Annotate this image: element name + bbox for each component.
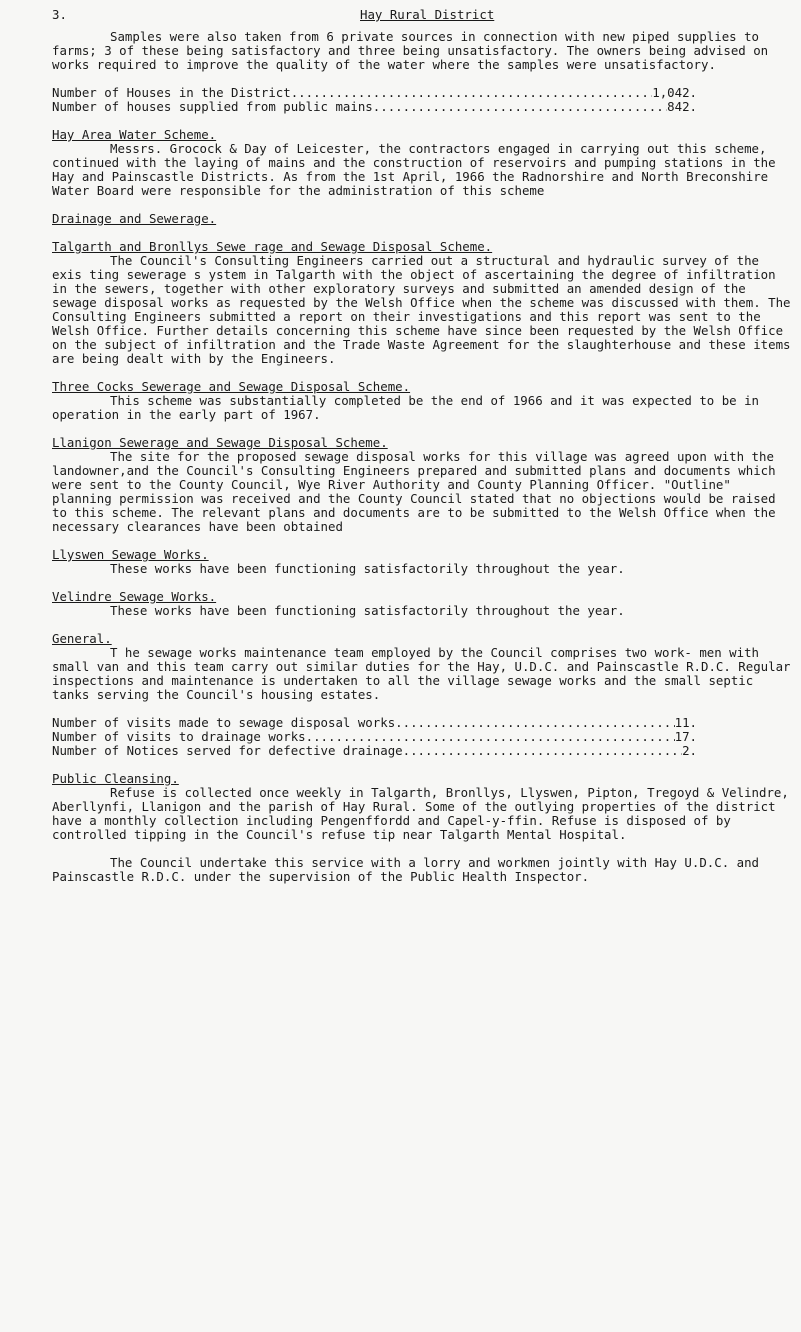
section-body-2: The Council undertake this service with a lorry and workmen jointly with Hay U.D.C. and Painscastle R.D.C. under the supervision of the Public Health Inspector. [52,855,760,884]
stat-value: 2. [682,743,697,758]
section-general [52,632,792,702]
dot-leader [395,716,674,730]
section-body: These works have been functioning satisfactorily throughout the year. [110,561,625,576]
section-heading: Velindre Sewage Works. [52,589,217,604]
section-hay-area [52,128,792,198]
section-llyswen [52,548,792,576]
stat-label: Number of visits to drainage works [52,729,306,744]
section-body: Refuse is collected once weekly in Talgarth, Bronllys, Llyswen, Pipton, Tregoyd & Velindre, Aberllynfi, Llanigon and the parish of Hay Rural. Some of the outlying properties of the district have a monthly collection including Pengenffordd and Capel-y-ffin. Refuse is disposed of by controlled tipping in the Council's refuse tip near Talgarth Mental Hospital. [52,785,789,842]
stat-value: 842. [667,99,697,114]
visit-stats [52,716,697,758]
dot-leader [291,86,653,100]
dot-leader [306,730,675,744]
drainage-heading: Drainage and Sewerage. [52,211,217,226]
stat-line [52,716,697,730]
stat-value: 1,042. [652,85,697,100]
stat-label: Number of houses supplied from public mains [52,99,373,114]
intro-paragraph: Samples were also taken from 6 private sources in connection with new piped supplies to farms; 3 of these being satisfactory and three being unsatisfactory. The owners being advised on works required to improve the quality of the water where the samples were unsatisfactory. [52,29,769,72]
dot-leader [373,100,667,114]
section-heading: Public Cleansing. [52,771,179,786]
stat-line [52,86,697,100]
stat-label: Number of Houses in the District [52,85,291,100]
stat-value: 17. [674,729,697,744]
page-title: Hay Rural District [360,7,495,22]
section-body: Messrs. Grocock & Day of Leicester, the contractors engaged in carrying out this scheme, continued with the laying of mains and the construction of reservoirs and pumping stations in the Hay and Painscastle Districts. As from the 1st April, 1966 the Radnorshire and North Breconshire Water Board were responsible for the administration of this scheme [52,141,776,198]
dot-leader [403,744,682,758]
section-heading: Llyswen Sewage Works. [52,547,209,562]
section-body: The Council's Consulting Engineers carried out a structural and hydraulic survey of the exis ting sewerage s ystem in Talgarth with the object of ascertaining the degree of infiltration in the sewers, together with other exploratory surveys and submitted an amended design of the sewage disposal works as requested by the Welsh Office when the scheme was discussed with them. The Consulting Engineers submitted a report on their investigations and this report was sent to the Welsh Office. Further details concerning this scheme have since been requested by the Welsh Office on the subject of infiltration and the Trade Waste Agreement for the slaughterhouse and these items are being dealt with by the Engineers. [52,253,791,366]
section-body: These works have been functioning satisfactorily throughout the year. [110,603,625,618]
section-body: The site for the proposed sewage disposal works for this village was agreed upon with the landowner,and the Council's Consulting Engineers prepared and submitted plans and documents which were sent to the County Council, Wye River Authority and County Planning Officer. "Outline" planning permission was received and the County Council stated that no objections would be raised to this scheme. The relevant plans and documents are to be submitted to the Welsh Office when the necessary clearances have been obtained [52,449,776,534]
stat-label: Number of Notices served for defective drainage [52,743,403,758]
stat-line [52,100,697,114]
housing-stats [52,86,697,114]
page-number: 3. [52,7,67,22]
section-talgarth [52,240,792,366]
stat-line [52,744,697,758]
section-public-cleansing [52,772,792,884]
section-heading: General. [52,631,112,646]
section-velindre [52,590,792,618]
section-heading: Talgarth and Bronllys Sewe rage and Sewage Disposal Scheme. [52,239,493,254]
stat-line [52,730,697,744]
section-heading: Llanigon Sewerage and Sewage Disposal Scheme. [52,435,388,450]
page-header [52,8,792,30]
section-three-cocks [52,380,792,422]
stat-label: Number of visits made to sewage disposal works [52,715,396,730]
document-page [52,8,792,884]
section-heading: Three Cocks Sewerage and Sewage Disposal Scheme. [52,379,411,394]
section-llanigon [52,436,792,534]
section-body: This scheme was substantially completed be the end of 1966 and it was expected to be in operation in the early part of 1967. [52,393,760,422]
stat-value: 11. [674,715,697,730]
section-body: T he sewage works maintenance team employed by the Council comprises two work- men with small van and this team carry out similar duties for the Hay, U.D.C. and Painscastle R.D.C. Regular inspections and maintenance is undertaken to all the village sewage works and the small septic tanks serving the Council's housing estates. [52,645,791,702]
section-heading: Hay Area Water Scheme. [52,127,217,142]
